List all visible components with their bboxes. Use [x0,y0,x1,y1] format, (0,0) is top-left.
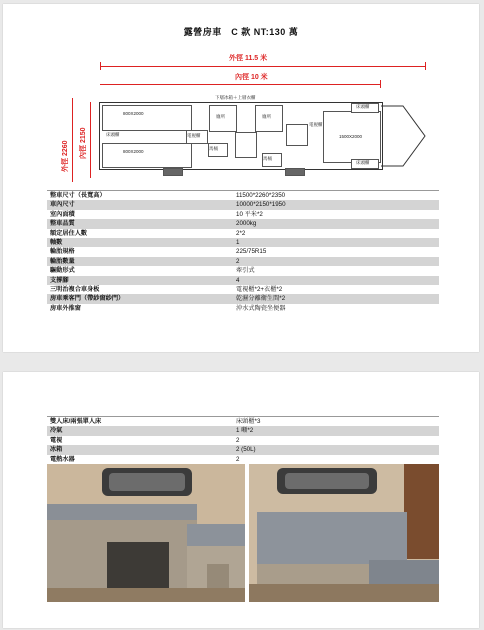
bed-left-top-label: 800X2000 [123,111,144,116]
interior-photo-double-bed [249,464,439,602]
spec-table-1-row [47,238,439,247]
spec-sheet-page-1 [3,4,479,352]
spec-table-2 [47,416,439,464]
spec-value: 沖水式陶瓷坐便器 [236,304,286,312]
spec-table-1-row [47,210,439,219]
spec-table-1-row [47,191,439,201]
headboard-right-bottom-label: 床頭櫃 [356,160,370,165]
spec-value: 床頭櫃*3 [233,417,439,427]
outer-width-line [72,98,73,182]
spec-value: 電視櫃*2+衣櫃*2 [236,286,283,294]
bed-left-top [102,105,192,131]
spec-key: 輪胎規格 [50,248,75,256]
outer-width-label: 外徑 2260 [62,140,69,172]
outer-length-tick-right [425,62,426,70]
spec-value: 2*2 [236,229,246,237]
spec-key: 房車乘客門（帶紗窗紗門） [47,294,233,303]
washroom-a-label: 廁所 [216,114,225,119]
spec-value: 乾濕分離衛生間*2 [233,294,439,303]
toilet-a-label: 馬桶 [209,146,218,151]
outer-length-tick-left [100,62,101,70]
spec-table-1-row [47,200,439,209]
interior-photo-twin-beds [47,464,245,602]
spec-key: 房車外推窗 [50,304,81,312]
page-title: 露營房車 C 款 NT:130 萬 [183,27,299,37]
spec-key: 輪胎數量 [47,257,233,266]
toilet-b-label: 馬桶 [263,156,272,161]
inner-length-tick-right [380,80,381,88]
twin-beds-illustration [47,464,245,602]
spec-table-2-row [47,426,439,435]
spec-value: 牽引式 [236,267,255,275]
spec-sheet-page-2 [3,372,479,628]
spec-key: 驅動形式 [50,267,75,275]
spec-key: 電熱水器 [50,455,75,463]
spec-key: 整車尺寸（長寬高） [47,191,233,201]
bed-left-bottom-label: 800X2000 [123,149,144,154]
spec-table-1-row [47,294,439,303]
outer-length-label: 外徑 11.5 米 [229,55,268,62]
fridge-wardrobe-note: 下層冰箱＋上層衣櫃 [215,95,256,100]
spec-key: 三明治複合車身板 [50,286,100,294]
spec-key: 軸數 [47,238,233,247]
spec-table-1-row [47,247,439,256]
spec-value: 4 [233,276,439,285]
inner-width-line [90,102,91,178]
spec-table-2-row [47,417,439,427]
spec-value: 225/75R15 [236,248,267,256]
spec-table-2-row [47,436,439,445]
spec-key: 室內面積 [50,210,75,218]
spec-table-2-row [47,455,439,464]
tv-cabinet-right [286,124,308,146]
spec-value: 10000*2150*1950 [233,200,439,209]
spec-key: 冰箱 [47,445,233,454]
headboard-left-label: 床頭櫃 [106,132,120,137]
spec-key: 電視 [50,436,63,444]
spec-table-1-row [47,304,439,313]
spec-table-1-row [47,219,439,228]
spec-value: 2 [236,436,240,444]
spec-table-1-row [47,257,439,266]
spec-key: 支撐腳 [47,276,233,285]
spec-value: 2 (50L) [233,445,439,454]
wheel-left [163,168,183,176]
wheel-right [285,168,305,176]
outer-length-line [100,66,425,67]
inner-width-label: 內徑 2150 [80,127,87,159]
tv-left-label: 電視櫃 [187,133,201,138]
bed-left-bottom [102,143,192,168]
spec-table-1-row [47,229,439,238]
spec-table-1-row [47,285,439,294]
washroom-b-label: 廁所 [262,114,271,119]
spec-value: 11500*2260*2350 [233,191,439,201]
spec-value: 1 [233,238,439,247]
bed-right-label: 1500X2000 [339,134,363,139]
spec-key: 額定居住人數 [50,229,88,237]
spec-value: 10 平米*2 [236,210,263,218]
spec-key: 整車品質 [47,219,233,228]
headboard-right-top-label: 床頭櫃 [356,104,370,109]
spec-value: 2 [236,455,240,463]
spec-value: 1 噸*2 [233,426,439,435]
spec-value: 2 [233,257,439,266]
inner-length-line [100,84,380,85]
spec-table-2-row [47,445,439,454]
spec-table-1-row [47,266,439,275]
tv-right-label: 電視櫃 [309,122,323,127]
tow-hitch [381,102,427,170]
double-bed-illustration [249,464,439,602]
spec-value: 2000kg [233,219,439,228]
spec-key: 車內尺寸 [47,200,233,209]
floor-plan [3,4,479,194]
inner-length-label: 內徑 10 米 [235,74,268,81]
wardrobe-doors [235,132,257,158]
spec-key: 冷氣 [47,426,233,435]
spec-table-1-row [47,276,439,285]
spec-key: 雙人床/兩張單人床 [47,417,233,427]
spec-table-1 [47,190,439,313]
